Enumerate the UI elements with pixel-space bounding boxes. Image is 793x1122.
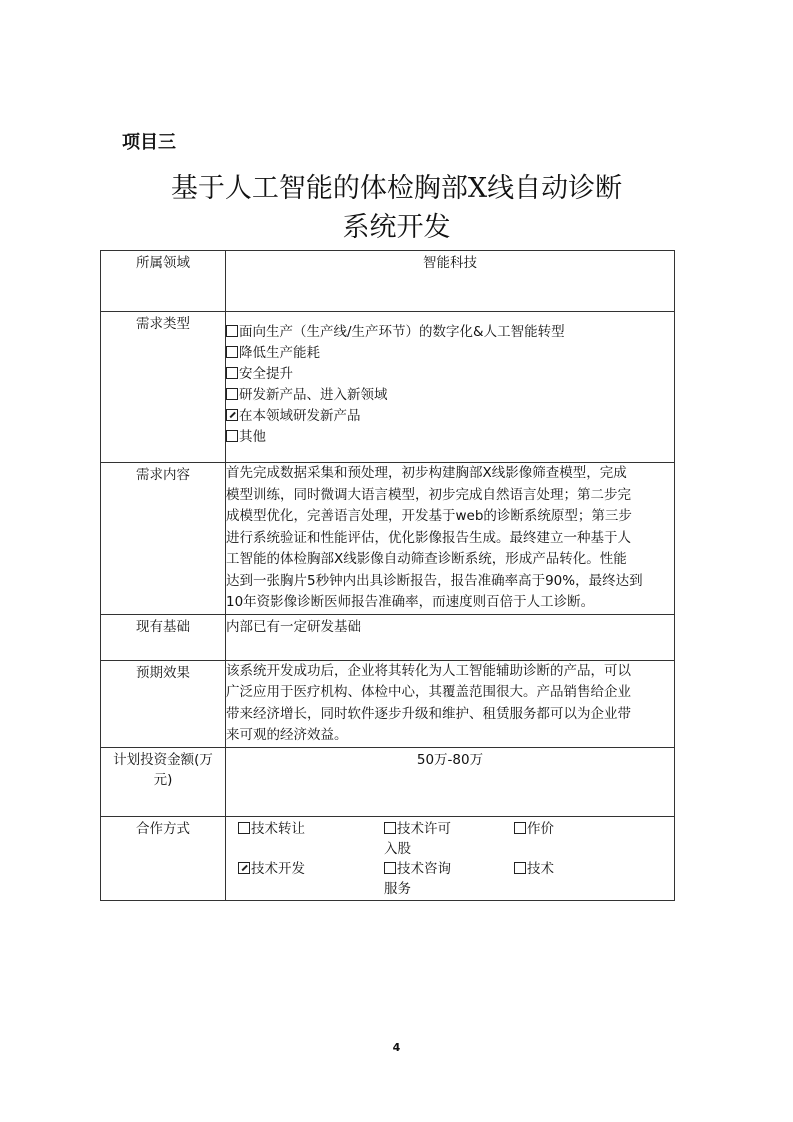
content-line: 工智能的体检胸部X线影像自动筛查诊断系统，形成产品转化。性能 [226, 551, 627, 567]
content-line: 10年资影像诊断医师报告准确率，而速度则百倍于人工诊断。 [226, 594, 595, 610]
coop-option-consult-cont: 服务 [384, 880, 411, 897]
checkbox-icon[interactable] [514, 862, 526, 874]
field-header: 所属领域 [101, 251, 226, 312]
demand-option[interactable]: 安全提升 [226, 364, 674, 385]
coop-option-develop[interactable]: 技术开发 [238, 859, 305, 880]
coop-option-transfer[interactable]: 技术转让 [238, 819, 305, 840]
row-investment [101, 747, 675, 816]
checkbox-icon[interactable] [226, 325, 238, 337]
content-line: 达到一张胸片5秒钟内出具诊断报告，报告准确率高于90%，最终达到 [226, 572, 643, 589]
document-title-line1: 基于人工智能的体检胸部X线自动诊断 [170, 173, 623, 204]
checked-checkbox-icon[interactable] [238, 862, 250, 874]
row-field [101, 251, 675, 312]
coop-option-consult[interactable]: 技术咨询 [384, 859, 451, 880]
demand-type-header: 需求类型 [101, 312, 226, 463]
checkbox-icon[interactable] [514, 822, 526, 834]
row-effect [101, 660, 675, 747]
cooperation-header: 合作方式 [101, 816, 226, 900]
demand-option[interactable]: 在本领域研发新产品 [226, 406, 674, 427]
checkbox-icon[interactable] [226, 430, 238, 442]
content-line: 成模型优化，完善语言处理，开发基于web的诊断系统原型；第三步 [226, 508, 632, 524]
coop-option-tech[interactable]: 技术 [514, 859, 554, 880]
demand-option[interactable]: 研发新产品、进入新领域 [226, 385, 674, 406]
effect-text [226, 660, 675, 747]
checkbox-icon[interactable] [238, 822, 250, 834]
demand-option[interactable]: 降低生产能耗 [226, 343, 674, 364]
section-label: 项目三 [122, 132, 176, 153]
content-line: 首先完成数据采集和预处理，初步构建胸部X线影像筛查模型，完成 [226, 465, 627, 481]
checked-checkbox-icon[interactable] [226, 409, 238, 421]
checkbox-icon[interactable] [226, 388, 238, 400]
row-demand-type [101, 312, 675, 463]
demand-option[interactable]: 其他 [226, 427, 674, 448]
checkbox-icon[interactable] [384, 862, 396, 874]
row-demand-content [101, 463, 675, 615]
checkbox-icon[interactable] [226, 367, 238, 379]
coop-option-license-cont: 入股 [384, 840, 411, 857]
checkbox-icon[interactable] [226, 346, 238, 358]
basis-header: 现有基础 [101, 614, 226, 660]
field-value: 智能科技 [226, 251, 675, 312]
effect-line: 该系统开发成功后，企业将其转化为人工智能辅助诊断的产品，可以 [226, 662, 631, 679]
investment-value: 50万-80万 [226, 747, 675, 816]
effect-header: 预期效果 [101, 660, 226, 747]
content-line: 模型训练，同时微调大语言模型，初步完成自然语言处理；第二步完 [226, 486, 631, 503]
effect-line: 带来经济增长，同时软件逐步升级和维护、租赁服务都可以为企业带 [226, 705, 631, 722]
row-basis [101, 614, 675, 660]
demand-content-header: 需求内容 [101, 463, 226, 615]
investment-header: 计划投资金额(万 元) [101, 747, 226, 816]
row-cooperation [101, 816, 675, 900]
page-number: 4 [392, 1041, 401, 1054]
effect-line: 来可观的经济效益。 [226, 727, 348, 743]
content-line: 进行系统验证和性能评估，优化影像报告生成。最终建立一种基于人 [226, 529, 631, 546]
basis-value: 内部已有一定研发基础 [226, 614, 675, 660]
checkbox-icon[interactable] [384, 822, 396, 834]
effect-line: 广泛应用于医疗机构、体检中心，其覆盖范围很大。产品销售给企业 [226, 684, 631, 700]
document-title-line2: 系统开发 [342, 212, 451, 243]
coop-option-price[interactable]: 作价 [514, 819, 554, 840]
coop-option-license[interactable]: 技术许可 [384, 819, 451, 840]
demand-content-text [226, 463, 675, 615]
project-table [100, 250, 675, 901]
demand-option[interactable]: 面向生产（生产线/生产环节）的数字化&人工智能转型 [226, 322, 674, 343]
demand-type-options [226, 312, 675, 463]
cooperation-options [226, 816, 675, 900]
